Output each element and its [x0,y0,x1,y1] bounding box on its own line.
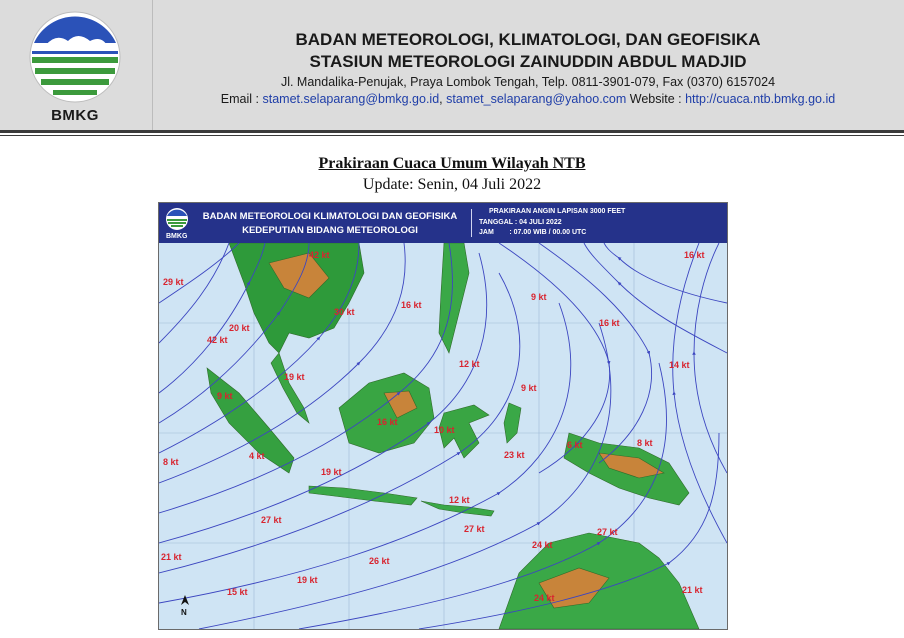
logo-text: BMKG [51,107,99,124]
wind-label: 26 kt [369,556,390,566]
address-line: Jl. Mandalika-Penujak, Praya Lombok Tengah, Telp. 0811-3901-079, Fax (0370) 6157024 [280,75,776,89]
wind-label: 8 kt [637,438,653,448]
email-separator: , [439,92,447,106]
wind-label: 42 kt [207,335,228,345]
wind-label: 30 kt [334,307,355,317]
wind-label: 6 kt [567,440,583,450]
wind-label: 12 kt [449,495,470,505]
map-date: TANGGAL : 04 JULI 2022 [479,219,562,226]
update-date: Update: Senin, 04 Juli 2022 [362,176,542,193]
org-name: BADAN METEOROLOGI, KLIMATOLOGI, DAN GEOFISIKA [295,30,761,49]
map-product-title: PRAKIRAAN ANGIN LAPISAN 3000 FEET [489,208,626,215]
wind-label: 9 kt [531,292,547,302]
header-divider [0,130,904,133]
wind-label: 20 kt [229,323,250,333]
map-time: JAM : 07.00 WIB / 00.00 UTC [479,229,587,236]
wind-label: 27 kt [597,527,618,537]
wind-label: 27 kt [261,515,282,525]
contact-line [152,92,904,106]
map-header-divider [471,209,472,237]
wind-label: 19 kt [297,575,318,585]
wind-label: 9 kt [521,383,537,393]
wind-label: 29 kt [163,277,184,287]
email-label: Email : [220,92,263,106]
streamline-map [159,243,727,629]
wind-label: 24 kt [534,593,555,603]
wind-label: 23 kt [504,450,525,460]
header-divider-thin [0,135,904,136]
wind-label: 42 kt [309,250,330,260]
bmkg-small-logo-icon [165,207,189,231]
wind-map [158,202,728,630]
station-name: STASIUN METEOROLOGI ZAINUDDIN ABDUL MADJID [309,52,747,71]
wind-label: 27 kt [464,524,485,534]
wind-label: 14 kt [669,360,690,370]
wind-label: 19 kt [284,372,305,382]
wind-label: 16 kt [377,417,398,427]
page-title: Prakiraan Cuaca Umum Wilayah NTB [318,155,586,172]
wind-label: 16 kt [401,300,422,310]
wind-label: 16 kt [599,318,620,328]
wind-label: 21 kt [161,552,182,562]
wind-label: 8 kt [163,457,179,467]
wind-label: 10 kt [434,425,455,435]
wind-label: 9 kt [217,391,233,401]
email-link-1[interactable]: stamet.selaparang@bmkg.go.id [262,92,440,106]
wind-label: 21 kt [682,585,703,595]
map-dept-name: KEDEPUTIAN BIDANG METEOROLOGI [242,225,418,236]
wind-label: 15 kt [227,587,248,597]
website-link[interactable]: http://cuaca.ntb.bmkg.go.id [685,92,836,106]
wind-label: 4 kt [249,451,265,461]
north-label: N [181,608,187,617]
letterhead [0,0,904,130]
website-label: Website : [626,92,686,106]
map-header [159,203,727,243]
bmkg-logo [0,0,153,130]
map-org-name: BADAN METEOROLOGI KLIMATOLOGI DAN GEOFISIKA [202,211,458,222]
map-logo-text: BMKG [166,233,188,240]
wind-label: 12 kt [459,359,480,369]
bmkg-emblem-icon [26,11,124,103]
wind-label: 24 kt [532,540,553,550]
wind-label: 19 kt [321,467,342,477]
wind-label: 16 kt [684,250,705,260]
email-link-2[interactable]: stamet_selaparang@yahoo.com [446,92,627,106]
